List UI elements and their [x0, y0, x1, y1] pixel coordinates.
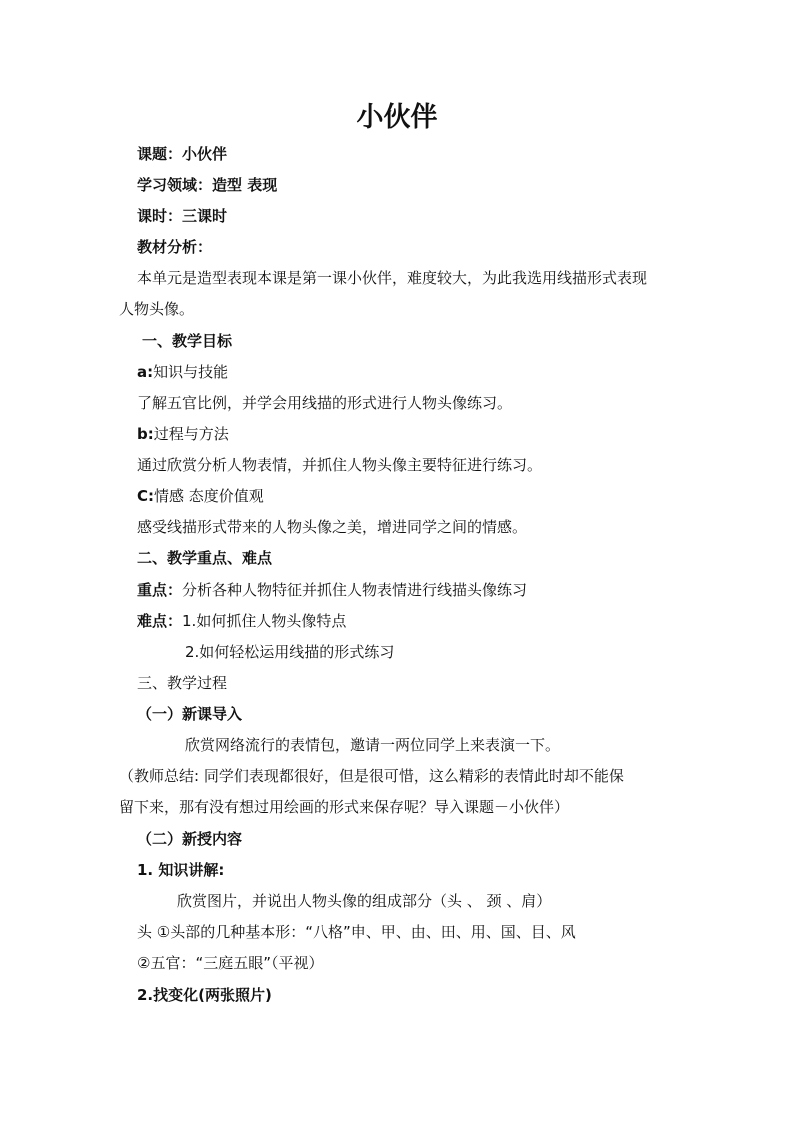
goal-b-label: 过程与方法: [153, 425, 229, 443]
goal-a-marker: a:: [137, 363, 154, 381]
analysis-heading: 教材分析：: [137, 238, 213, 256]
difficulty-label: 难点：: [137, 612, 183, 630]
facial-features-line: ②五官：“三庭五眼”（平视）: [137, 954, 324, 972]
hours-value: 三课时: [182, 207, 228, 225]
section-3-heading: 三、教学过程: [137, 674, 228, 692]
goal-c-text: 感受线描形式带来的人物头像之美，增进同学之间的情感。: [137, 518, 528, 536]
goal-b-marker: b:: [137, 425, 154, 443]
hours-label: 课时：: [137, 207, 183, 225]
goal-a-label: 知识与技能: [153, 363, 229, 381]
difficulty-text-2: 2.如何轻松运用线描的形式练习: [185, 643, 395, 661]
step-1-text: 欣赏网络流行的表情包，邀请一两位同学上来表演一下。: [185, 736, 561, 754]
hours-line: [137, 206, 227, 226]
domain-line: [137, 175, 277, 195]
goal-b-line: [137, 424, 229, 444]
goal-a-line: [137, 362, 228, 382]
subject-label: 课题：: [137, 145, 183, 163]
domain-value: 造型 表现: [212, 176, 278, 194]
goal-a-text: 了解五官比例，并学会用线描的形式进行人物头像练习。: [137, 394, 513, 412]
difficulty-text-1: 1.如何抓住人物头像特点: [182, 612, 347, 630]
goal-c-marker: C:: [137, 487, 155, 505]
knowledge-1-heading: 1. 知识讲解:: [137, 861, 225, 879]
goal-b-text: 通过欣赏分析人物表情，并抓住人物头像主要特征进行练习。: [137, 456, 543, 474]
key-point-text: 分析各种人物特征并抓住人物表情进行线描头像练习: [182, 581, 528, 599]
head-shapes-line: 头 ①头部的几种基本形：“八格”申、甲、由、田、用、国、目、风: [137, 923, 576, 941]
page-title: 小伙伴: [356, 102, 438, 133]
step-1-heading: （一）新课导入: [137, 705, 243, 723]
subject-value: 小伙伴: [182, 145, 228, 163]
knowledge-1-text: 欣赏图片，并说出人物头像的组成部分（头 、 颈 、肩）: [177, 892, 552, 910]
section-2-heading: 二、教学重点、难点: [137, 549, 273, 567]
domain-label: 学习领域：: [137, 176, 213, 194]
key-point-line: [137, 580, 527, 600]
subject-line: [137, 144, 227, 164]
knowledge-2-heading: 2.找变化(两张照片): [137, 986, 272, 1004]
difficulty-line: [137, 611, 346, 631]
section-1-heading: 一、教学目标: [142, 332, 233, 350]
analysis-line-1: 本单元是造型表现本课是第一课小伙伴，难度较大，为此我选用线描形式表现: [137, 269, 648, 287]
analysis-line-2: 人物头像。: [119, 300, 195, 318]
goal-c-label: 情感 态度价值观: [154, 487, 264, 505]
step-2-heading: （二）新授内容: [137, 830, 243, 848]
key-point-label: 重点：: [137, 581, 183, 599]
teacher-summary-line-1: （教师总结: 同学们表现都很好，但是很可惜，这么精彩的表情此时却不能保: [119, 767, 624, 785]
teacher-summary-line-2: 留下来，那有没有想过用绘画的形式来保存呢？导入课题－小伙伴）: [119, 798, 570, 816]
goal-c-line: [137, 486, 264, 506]
